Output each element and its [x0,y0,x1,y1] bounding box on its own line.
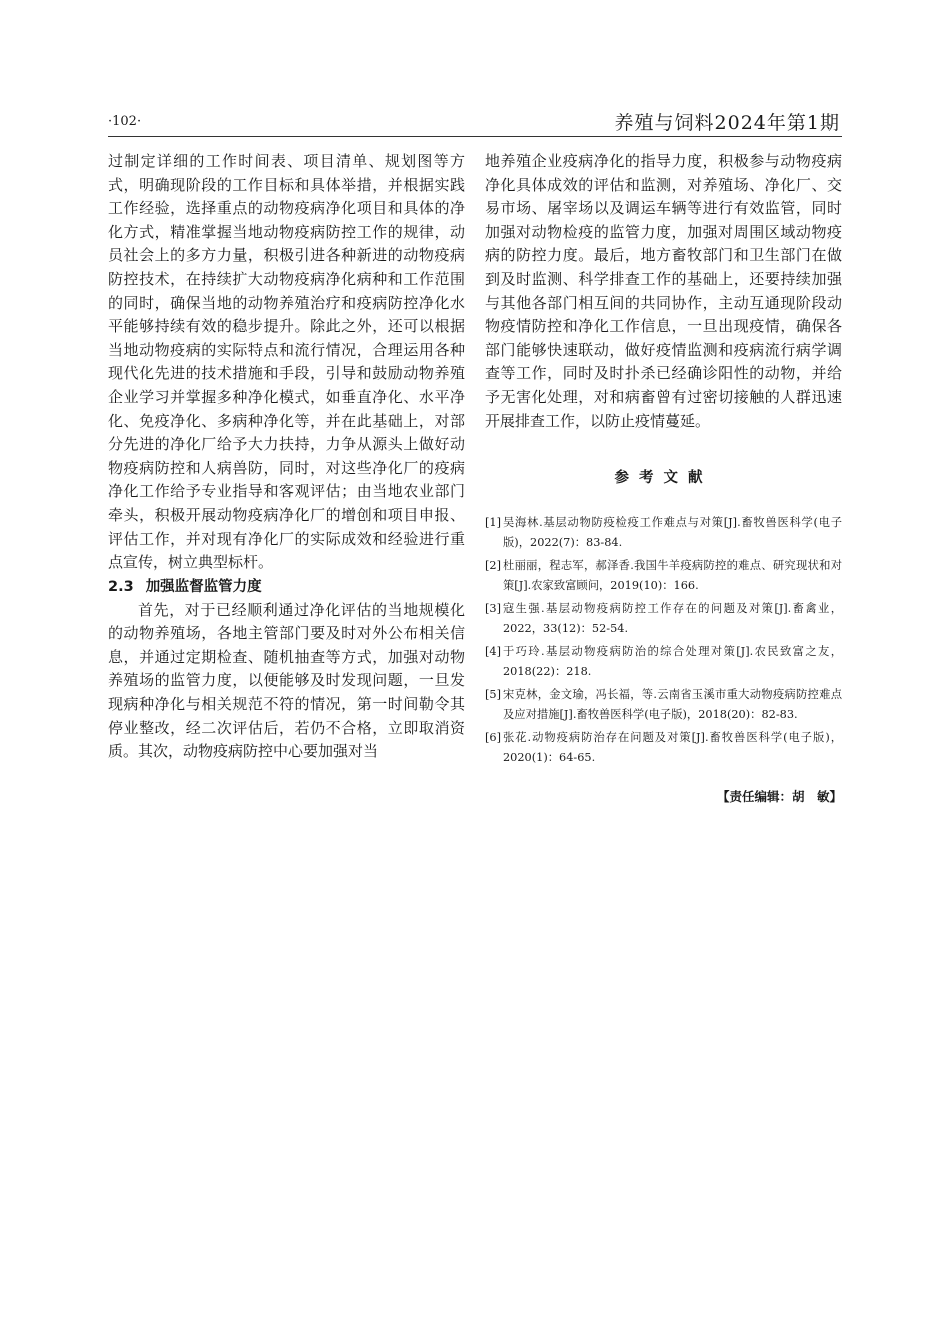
reference-number: [3] [485,601,502,615]
body-paragraph: 过制定详细的工作时间表、项目清单、规划图等方式，明确现阶段的工作目标和具体举措，并根据实践工作经验，选择重点的动物疫病净化项目和具体的净化方式，精准掌握当地动物疫病防控工作的规律，动员社会上的多方力量，积极引进各种新进的动物疫病防控技术，在持续扩大动物疫病净化病种和工作范围的同时，确保当地的动物养殖治疗和疫病防控净化水平能够持续有效的稳步提升。除此之外，还可以根据当地动物疫病的实际特点和流行情况，合理运用各种现代化先进的技术措施和手段，引导和鼓励动物养殖企业学习并掌握多种净化模式，如垂直净化、水平净化、免疫净化、多病种净化等，并在此基础上，对部分先进的净化厂给予大力扶持，力争从源头上做好动物疫病防控和人病兽防，同时，对这些净化厂的疫病净化工作给予专业指导和客观评估；由当地农业部门牵头，积极开展动物疫病净化厂的增创和项目申报、评估工作，并对现有净化厂的实际成效和经验进行重点宣传，树立典型标杆。 [108,152,465,572]
journal-title: 养殖与饲料2024年第1期 [614,112,840,134]
reference-text: 张花.动物疫病防治存在问题及对策[J].畜牧兽医科学(电子版)，2020(1)：64-65. [503,730,842,765]
body-paragraph: 地养殖企业疫病净化的指导力度，积极参与动物疫病净化具体成效的评估和监测，对养殖场、净化厂、交易市场、屠宰场以及调运车辆等进行有效监管，同时加强对动物检疫的监管力度，加强对周围区域动物疫病的防控力度。最后，地方畜牧部门和卫生部门在做到及时监测、科学排查工作的基础上，还要持续加强与其他各部门相互间的共同协作，主动互通现阶段动物疫情防控和净化工作信息，一旦出现疫情，确保各部门能够快速联动，做好疫情监测和疫病流行病学调查等工作，同时及时扑杀已经确诊阳性的动物，并给予无害化处理，对和病畜曾有过密切接触的人群迅速开展排查工作，以防止疫情蔓延。 [485,152,842,430]
left-column [108,150,465,764]
reference-item [485,599,842,640]
section-title: 加强监督监管力度 [145,578,262,595]
reference-text: 吴海林.基层动物防疫检疫工作难点与对策[J].畜牧兽医科学(电子版)，2022(7)：83-84. [503,515,842,550]
body-paragraph: 首先，对于已经顺利通过净化评估的当地规模化的动物养殖场，各地主管部门要及时对外公布相关信息，并通过定期检查、随机抽查等方式，加强对动物养殖场的监管力度，以便能够及时发现问题，一旦发现病种净化与相关规范不符的情况，第一时间勒令其停业整改，经二次评估后，若仍不合格，立即取消资质。其次，动物疫病防控中心要加强对当 [108,600,465,761]
reference-item [485,685,842,726]
reference-number: [6] [485,730,502,744]
page-header [108,108,842,137]
reference-text: 宋克林，金文瑜，冯长福，等.云南省玉溪市重大动物疫病防控难点及应对措施[J].畜牧兽医科学(电子版)，2018(20)：82-83. [503,687,842,722]
reference-item [485,728,842,769]
reference-number: [5] [485,687,502,701]
responsible-editor: 【责任编辑：胡 敏】 [716,788,842,804]
reference-text: 杜丽丽，程志军，郝泽香.我国牛羊疫病防控的难点、研究现状和对策[J].农家致富顾问，2019(10)：166. [503,558,842,593]
reference-number: [1] [485,515,502,529]
reference-list [485,513,842,769]
reference-number: [4] [485,644,502,658]
reference-item [485,513,842,554]
section-number: 2.3 [108,578,134,595]
references-title: 参考文献 [614,470,713,487]
reference-number: [2] [485,558,502,572]
reference-item [485,556,842,597]
reference-text: 寇生强.基层动物疫病防控工作存在的问题及对策[J].畜禽业，2022，33(12)：52-54. [503,601,842,636]
right-column [485,150,842,808]
page-number: ·102· [108,114,142,129]
reference-text: 于巧玲.基层动物疫病防治的综合处理对策[J].农民致富之友，2018(22)：218. [503,644,842,679]
section-heading [108,575,465,599]
reference-item [485,642,842,683]
